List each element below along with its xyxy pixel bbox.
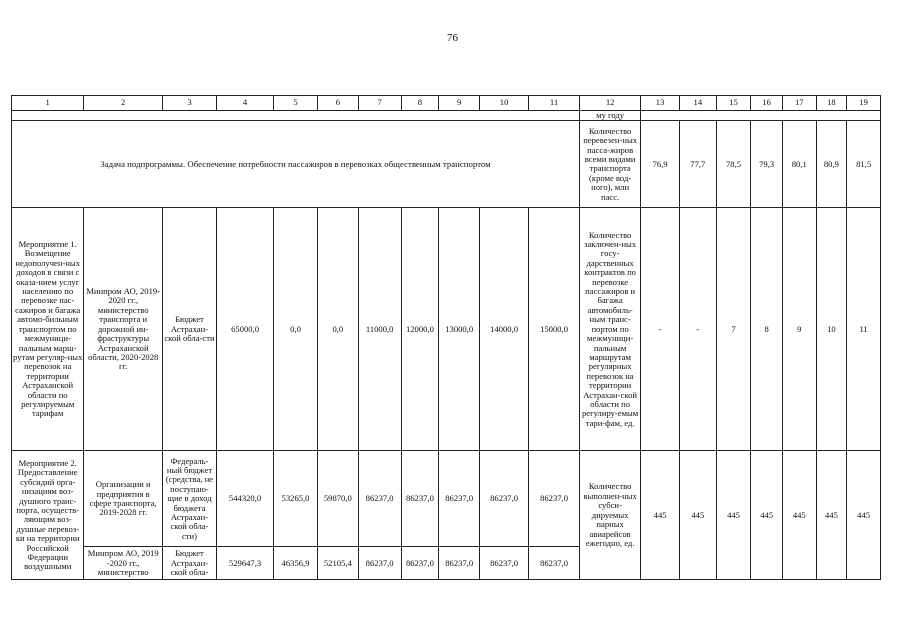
measure-1-indicator: Количество заключен-ных госу-дарственных контрактов по перевозке пассажиров и багажа автомобиль-ным транс-портом по межмуници-пальным маршрутам регулярных перевозок на территории Астрахан-ской области по регулиру-емым тари-фам, ед.	[580, 208, 641, 451]
header-cell: 11	[529, 96, 580, 111]
measure-1-amount: 65000,0	[216, 208, 273, 451]
measure-1-amount: 13000,0	[439, 208, 480, 451]
measure-2-amount-b: 46356,9	[274, 547, 318, 580]
measure-2-amount-b: 86237,0	[480, 547, 529, 580]
measure-2-value: 445	[716, 451, 751, 580]
measure-2-amount-b: 86237,0	[401, 547, 439, 580]
measure-2-amount-b: 86237,0	[529, 547, 580, 580]
header-cell: 17	[782, 96, 816, 111]
measure-2-executor-b: Минпром АО, 2019 -2020 гг., министерство	[84, 547, 163, 580]
measure-1-amount: 0,0	[274, 208, 318, 451]
header-cell: 1	[12, 96, 84, 111]
empty-cell	[12, 111, 580, 121]
measure-2-source-b: Бюджет Астрахан-ской обла-	[162, 547, 216, 580]
measure-2-source: Федераль-ный бюджет (средства, не поступаю-щие в доход бюджета Астрахан-ской обла-сти)	[162, 451, 216, 547]
header-cell: 6	[317, 96, 358, 111]
continuation-text: му году	[580, 111, 641, 121]
header-cell: 4	[216, 96, 273, 111]
header-cell: 12	[580, 96, 641, 111]
measure-2-indicator: Количество выполнен-ных субси-дируемых парных авиарейсов ежегодно, ед.	[580, 451, 641, 580]
measure-1-value: 7	[716, 208, 751, 451]
task-title: Задача подпрограммы. Обеспечение потребности пассажиров в перевозках общественным транспортом	[12, 121, 580, 208]
header-cell: 7	[358, 96, 401, 111]
measure-2-amount: 86237,0	[480, 451, 529, 547]
measure-2-name: Мероприятие 2. Предоставление субсидий орга-низациям воз-душного транс-порта, осуществ-ляющим воз-душные перевоз-ки на территории Российской Федерации воздушными	[12, 451, 84, 580]
page-number: 76	[447, 32, 458, 44]
measure-1-amount: 12000,0	[401, 208, 439, 451]
header-cell: 9	[439, 96, 480, 111]
header-cell: 2	[84, 96, 163, 111]
measure-1-source: Бюджет Астрахан-ской обла-сти	[162, 208, 216, 451]
header-cell: 10	[480, 96, 529, 111]
measure-2-amount: 86237,0	[401, 451, 439, 547]
measure-1-amount: 15000,0	[529, 208, 580, 451]
measure-1-amount: 0,0	[317, 208, 358, 451]
continuation-row	[12, 111, 881, 121]
header-cell: 19	[847, 96, 881, 111]
measure-2-amount-b: 529647,3	[216, 547, 273, 580]
measure-2-amount-b: 86237,0	[358, 547, 401, 580]
header-cell: 3	[162, 96, 216, 111]
measure-2-amount: 53265,0	[274, 451, 318, 547]
measure-2-amount: 59870,0	[317, 451, 358, 547]
header-cell: 16	[751, 96, 783, 111]
measure-1-amount: 11000,0	[358, 208, 401, 451]
measure-2-value: 445	[641, 451, 680, 580]
header-cell: 14	[679, 96, 716, 111]
program-table	[11, 95, 881, 580]
measure-2-executor: Организации и предприятия в сфере транспорта, 2019-2028 гг.	[84, 451, 163, 547]
measure-2-value: 445	[782, 451, 816, 580]
measure-2-value: 445	[751, 451, 783, 580]
measure-1-value: 11	[847, 208, 881, 451]
task-value: 78,5	[716, 121, 751, 208]
task-value: 80,9	[816, 121, 847, 208]
header-row	[12, 96, 881, 111]
measure-1-row	[12, 208, 881, 451]
header-cell: 5	[274, 96, 318, 111]
measure-1-value: 9	[782, 208, 816, 451]
measure-2-amount: 86237,0	[529, 451, 580, 547]
measure-1-value: -	[641, 208, 680, 451]
measure-1-value: 10	[816, 208, 847, 451]
empty-cell	[641, 111, 881, 121]
measure-2-amount-b: 86237,0	[439, 547, 480, 580]
measure-1-value: 8	[751, 208, 783, 451]
measure-2-value: 445	[679, 451, 716, 580]
measure-2-amount: 86237,0	[358, 451, 401, 547]
task-value: 80,1	[782, 121, 816, 208]
task-value: 77,7	[679, 121, 716, 208]
measure-2-value: 445	[816, 451, 847, 580]
task-value: 76,9	[641, 121, 680, 208]
measure-2-value: 445	[847, 451, 881, 580]
task-value: 79,3	[751, 121, 783, 208]
header-cell: 15	[716, 96, 751, 111]
measure-2-row-federal	[12, 451, 881, 547]
measure-2-amount-b: 52105,4	[317, 547, 358, 580]
measure-2-amount: 544320,0	[216, 451, 273, 547]
task-indicator: Количество перевезен-ных пасса-жиров всеми видами транспорта (кроме вод-ного), млн пасс.	[580, 121, 641, 208]
measure-1-name: Мероприятие 1. Возмещение недополучен-ных доходов в связи с оказа-нием услуг населению по перевозке пас-сажиров и багажа автомо-бильным транспортом по межмуници-пальным марш-рутам регуляр-ных перевозок на территории Астраханской области по регулируемым тарифам	[12, 208, 84, 451]
task-value: 81,5	[847, 121, 881, 208]
measure-1-executor: Минпром АО, 2019-2020 гг., министерство транспорта и дорожной ин-фраструктуры Астраханской области, 2020-2028 гг.	[84, 208, 163, 451]
measure-1-amount: 14000,0	[480, 208, 529, 451]
measure-2-amount: 86237,0	[439, 451, 480, 547]
task-row	[12, 121, 881, 208]
measure-1-value: -	[679, 208, 716, 451]
header-cell: 13	[641, 96, 680, 111]
header-cell: 18	[816, 96, 847, 111]
header-cell: 8	[401, 96, 439, 111]
